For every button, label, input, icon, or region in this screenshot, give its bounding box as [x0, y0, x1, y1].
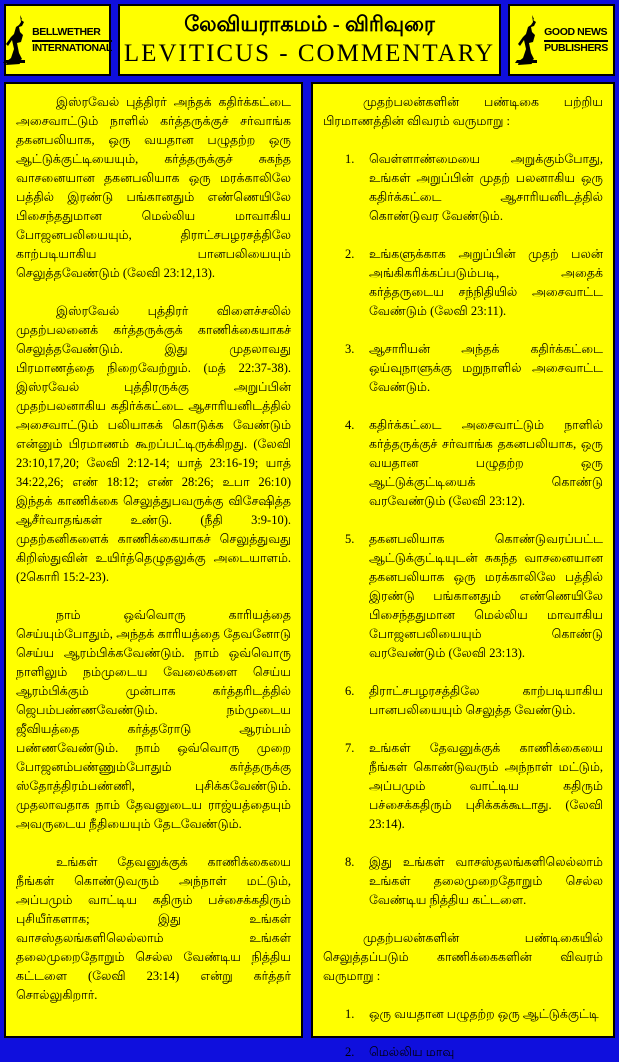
list-intro: முதற்பலன்களின் பண்டிகை பற்றிய பிரமாணத்தின் விவரம் வருமாறு : [323, 95, 603, 128]
right-column [311, 82, 615, 1059]
goodnews-logo-line2: PUBLISHERS [544, 41, 608, 54]
list-item: தகனபலியாக கொண்டுவரப்பட்ட ஆட்டுக்குட்டியுடன் சுகந்த வாசனையான தகனபலியாக ஒரு மரக்காலிலே பத்தில் இரண்டு பங்கானதும் எண்ணெயிலே பிசைந்ததுமான மெல்லிய மாவாகிய போஜனபலியையும் கொண்டு வரவேண்டும் (லேவி 23:13). [369, 532, 603, 660]
paragraph: உங்கள் தேவனுக்குக் காணிக்கையை நீங்கள் கொண்டுவரும் அந்நாள் மட்டும், அப்பமும் வாட்டிய கதிரும் பச்சைக்கதிரும் புசியீர்களாக; இது உங்கள் வாசஸ்தலங்களிலெல்லாம் உங்கள் தலைமுறைதோறும் செல்ல வேண்டிய நித்திய கட்டளை (லேவி 23:14) என்று கர்த்தர் சொல்லுகிறார். [16, 855, 291, 1002]
bellwether-logo [4, 4, 111, 76]
statue-icon [3, 15, 29, 65]
list-item: திராட்சபழரசத்திலே காற்படியாகிய பானபலியையும் செலுத்த வேண்டும். [369, 684, 603, 717]
list-item: உங்களுக்காக அறுப்பின் முதற் பலன் அங்கிகரிக்கப்படும்படி, அதைக் கர்த்தருடைய சந்நிதியில் அசைவாட்ட வேண்டும் (லேவி 23:11). [369, 247, 603, 318]
bellwether-logo-line1: BELLWETHER [32, 26, 112, 41]
list-item: இது உங்கள் வாசஸ்தலங்களிலெல்லாம் உங்கள் தலைமுறைதோறும் செல்ல வேண்டிய நித்திய கட்டளை. [369, 855, 603, 907]
page-title-tamil: லேவியராகமம் - விரிவுரை [184, 12, 435, 37]
left-column [4, 82, 303, 1038]
list-outro: முதற்பலன்களின் பண்டிகையில் செலுத்தப்படும் காணிக்கைகளின் விவரம் வருமாறு : [323, 931, 603, 983]
commentary-body [4, 82, 615, 1059]
statue-icon [515, 15, 541, 65]
list-item: ஒரு வயதான பழுதற்ற ஒரு ஆட்டுக்குட்டி [369, 1007, 599, 1021]
title-box [118, 4, 501, 76]
offerings-list [323, 1005, 603, 1062]
paragraph: நாம் ஒவ்வொரு காரியத்தை செய்யும்போதும், அந்தக் காரியத்தை தேவனோடு செய்ய ஆரம்பிக்கவேண்டும். நாம் ஒவ்வொரு நாளிலும் நம்முடைய வேலைகளை செய்ய ஆரம்பிக்கும் முன்பாக கர்த்தரிடத்தில் ஜெபம்பண்ணவேண்டும். நம்முடைய ஜீவியத்தை கர்த்தரோடு ஆரம்பம் பண்ணவேண்டும். நாம் ஒவ்வொரு முறை போஜனம்பண்ணும்போதும் கர்த்தருக்கு ஸ்தோத்திரம்பண்ணி, புசிக்கவேண்டும். முதலாவதாக நாம் தேவனுடைய ராஜ்யத்தையும் அவருடைய நீதியையும் தேடவேண்டும். [16, 608, 291, 831]
list-item: ஆசாரியன் அந்தக் கதிர்க்கட்டை ஒய்வுநாளுக்கு மறுநாளில் அசைவாட்ட வேண்டும். [369, 342, 603, 394]
goodnews-logo-text [544, 26, 608, 53]
list-item: மெல்லிய மாவு [369, 1045, 455, 1059]
list-item: வெள்ளாண்மையை அறுக்கும்போது, உங்கள் அறுப்பின் முதற் பலனாகிய ஒரு கதிர்க்கட்டை ஆசாரியனிடத்தில் கொண்டுவர வேண்டும். [369, 152, 603, 223]
paragraph: இஸ்ரவேல் புத்திரர் விளைச்சலில் முதற்பலனைக் கர்த்தருக்குக் காணிக்கையாகச் செலுத்தவேண்டும். இது முதலாவது பிரமாணத்தை நிறைவேற்றும். (மத் 22:37-38). இஸ்ரவேல் புத்திரருக்கு அறுப்பின் முதற்பலனாகிய கதிர்க்கட்டை ஆசாரியனிடத்தில் அசைவாட்டும் பலியாகக் கொடுக்க வேண்டும் என்னும் பிரமாணம் கூறப்பட்டிருக்கிறது. (லேவி 23:10,17,20; லேவி 2:12-14; யாத் 23:16-19; யாத் 34:22,26; எண் 18:12; எண் 28:26; உபா 26:10) இந்தக் காணிக்கை செலுத்துபவருக்கு விசேஷித்த ஆசீர்வாதங்கள் உண்டு. (நீதி 3:9-10). முதற்கனிகளைக் காணிக்கையாகச் செலுத்துவது கிறிஸ்துவின் உயிர்த்தெழுதலுக்கு அடையாளம். (2கொரி 15:2-23). [16, 304, 291, 584]
page-title-english: LEVITICUS - COMMENTARY [123, 40, 496, 68]
bellwether-logo-text [32, 26, 112, 53]
goodnews-logo-line1: GOOD NEWS [544, 26, 608, 41]
regulations-list [323, 150, 603, 910]
goodnews-logo [508, 4, 615, 76]
paragraph: இஸ்ரவேல் புத்திரர் அந்தக் கதிர்க்கட்டை அசைவாட்டும் நாளில் கர்த்தருக்குச் சர்வாங்க தகனபலியாக, ஒரு வயதான பழுதற்ற ஒரு ஆட்டுக்குட்டியையும், கர்த்தருக்குச் சுகந்த வாசனையான தகனபலியாக ஒரு மரக்காலிலே பத்தில் இரண்டு பங்கானதும் எண்ணெயிலே பிசைந்ததுமான மெல்லிய மாவாகிய போஜனபலியையும், திராட்சபழரசத்திலே காற்படியாகிய பானபலியையும் செலுத்தவேண்டும் (லேவி 23:12,13). [16, 95, 291, 280]
list-item: உங்கள் தேவனுக்குக் காணிக்கையை நீங்கள் கொண்டுவரும் அந்நாள் மட்டும், அப்பமும் வாட்டிய கதிரும் பச்சைக்கதிரும் புசிக்கக்கூடாது. (லேவி 23:14). [369, 741, 603, 831]
list-item: கதிர்க்கட்டை அசைவாட்டும் நாளில் கர்த்தருக்குச் சர்வாங்க தகனபலியாக, ஒரு வயதான பழுதற்ற ஒரு ஆட்டுக்குட்டியைக் கொண்டு வரவேண்டும் (லேவி 23:12). [369, 418, 603, 508]
bellwether-logo-line2: INTERNATIONAL [32, 41, 112, 54]
page-header [4, 4, 615, 76]
